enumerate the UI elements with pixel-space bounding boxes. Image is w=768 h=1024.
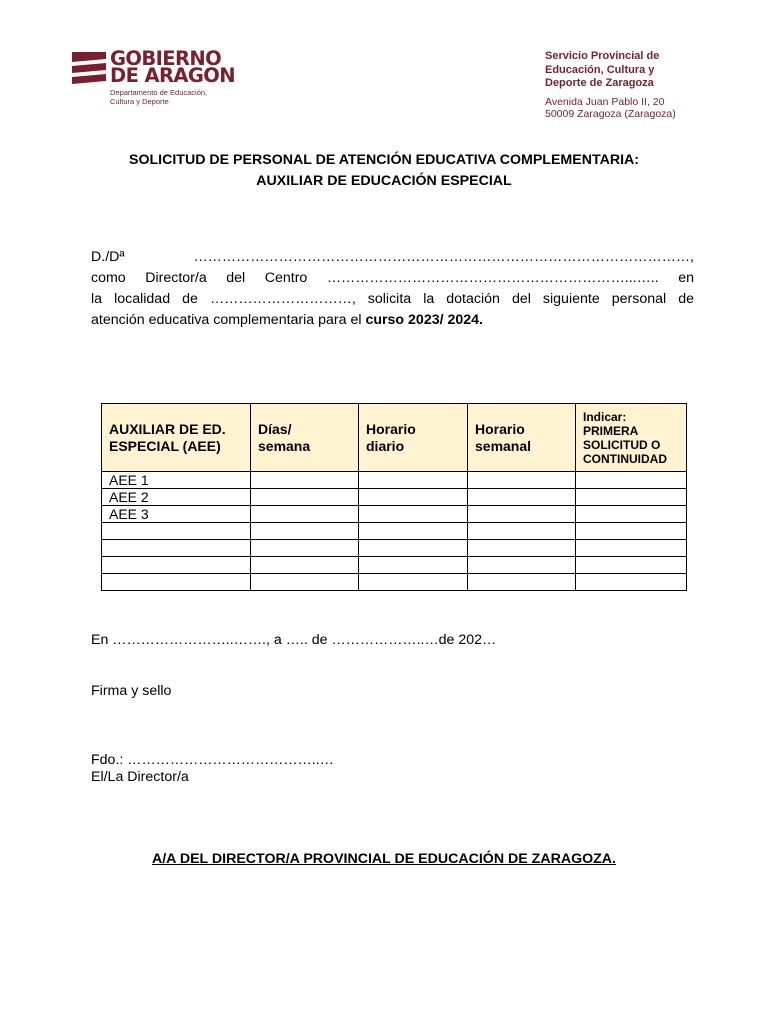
table-cell-input[interactable] bbox=[468, 557, 576, 574]
table-cell-position: AEE 1 bbox=[102, 472, 251, 489]
table-cell-input[interactable] bbox=[359, 506, 468, 523]
word: de bbox=[678, 291, 694, 307]
word: la bbox=[91, 291, 103, 307]
header-text: Horario bbox=[475, 420, 525, 437]
locality-blank: …………………………, bbox=[209, 291, 356, 307]
header-text: ESPECIAL (AEE) bbox=[109, 437, 221, 454]
header-cell-days bbox=[251, 404, 359, 472]
table-cell-input[interactable] bbox=[576, 557, 687, 574]
address-line2: 50009 Zaragoza (Zaragoza) bbox=[545, 107, 676, 120]
course-year: curso 2023/ 2024. bbox=[365, 312, 483, 328]
paragraph-line1 bbox=[91, 247, 694, 268]
table-cell-input[interactable] bbox=[251, 540, 359, 557]
document-title bbox=[0, 150, 768, 192]
table-cell-input[interactable] bbox=[359, 557, 468, 574]
header-text: AUXILIAR DE ED. bbox=[109, 420, 226, 437]
table-cell-input[interactable] bbox=[359, 523, 468, 540]
signed-by-block bbox=[91, 752, 334, 786]
table-cell-input[interactable] bbox=[576, 574, 687, 591]
honorific-label: D./Dª bbox=[91, 249, 125, 265]
table-cell-position: AEE 3 bbox=[102, 506, 251, 523]
table-cell-position bbox=[102, 574, 251, 591]
table-cell-input[interactable] bbox=[576, 489, 687, 506]
word: siguiente bbox=[542, 291, 600, 307]
paragraph-line3 bbox=[91, 289, 694, 310]
word: solicita bbox=[367, 291, 412, 307]
request-paragraph bbox=[91, 247, 694, 331]
service-name-line3: Deporte de Zaragoza bbox=[545, 77, 654, 89]
word: como bbox=[91, 270, 126, 286]
table-cell-input[interactable] bbox=[251, 574, 359, 591]
header-text: Horario bbox=[366, 420, 416, 437]
addressee: A/A DEL DIRECTOR/A PROVINCIAL DE EDUCACIÓN DE ZARAGOZA. bbox=[151, 851, 616, 867]
header-cell-weekly-hours bbox=[468, 404, 576, 472]
logo-sub-line2: Cultura y Deporte bbox=[110, 97, 169, 106]
header-text: SOLICITUD O bbox=[583, 437, 661, 452]
header-text: semanal bbox=[475, 437, 532, 454]
table-cell-input[interactable] bbox=[251, 557, 359, 574]
staff-request-table bbox=[101, 403, 687, 591]
table-cell-input[interactable] bbox=[468, 506, 576, 523]
table-row bbox=[102, 472, 687, 489]
table-cell-input[interactable] bbox=[251, 506, 359, 523]
header-cell-request-type bbox=[576, 404, 687, 472]
header-text: Indicar: bbox=[583, 409, 627, 424]
table-cell-input[interactable] bbox=[251, 523, 359, 540]
name-blank: ……………………………………………………………………………………………, bbox=[193, 249, 694, 265]
table-cell-input[interactable] bbox=[576, 523, 687, 540]
word: localidad bbox=[114, 291, 171, 307]
table-header-row bbox=[102, 404, 687, 472]
header-cell-aee bbox=[102, 404, 251, 472]
logo-sub-line1: Departamento de Educación, bbox=[110, 88, 208, 97]
table-cell-input[interactable] bbox=[359, 489, 468, 506]
logo-line1: GOBIERNO bbox=[110, 47, 222, 70]
table-cell-position bbox=[102, 540, 251, 557]
table-cell-input[interactable] bbox=[359, 574, 468, 591]
word: en bbox=[678, 270, 695, 286]
table-cell-input[interactable] bbox=[359, 472, 468, 489]
table-cell-input[interactable] bbox=[468, 523, 576, 540]
table-cell-input[interactable] bbox=[576, 506, 687, 523]
table-cell-position bbox=[102, 523, 251, 540]
paragraph-line2 bbox=[91, 268, 694, 289]
address-line1: Avenida Juan Pablo II, 20 bbox=[545, 95, 665, 108]
title-line1: SOLICITUD DE PERSONAL DE ATENCIÓN EDUCATIVA COMPLEMENTARIA: bbox=[129, 152, 639, 168]
header-text: diario bbox=[366, 437, 405, 454]
header-cell-daily-hours bbox=[359, 404, 468, 472]
table-body bbox=[102, 472, 687, 591]
table-cell-position bbox=[102, 557, 251, 574]
table-row bbox=[102, 574, 687, 591]
logo-line2: DE ARAGON bbox=[110, 64, 235, 87]
header-text: CONTINUIDAD bbox=[583, 451, 667, 466]
service-name-line1: Servicio Provincial de bbox=[545, 50, 660, 62]
table-cell-input[interactable] bbox=[468, 540, 576, 557]
service-address bbox=[545, 96, 676, 120]
logo-department bbox=[110, 88, 235, 106]
table-cell-input[interactable] bbox=[251, 489, 359, 506]
service-name-line2: Educación, Cultura y bbox=[545, 63, 655, 76]
table-row bbox=[102, 489, 687, 506]
table-cell-input[interactable] bbox=[251, 472, 359, 489]
word: la bbox=[423, 291, 435, 307]
header-text: PRIMERA bbox=[583, 423, 639, 438]
word: del bbox=[511, 291, 531, 307]
table-cell-input[interactable] bbox=[359, 540, 468, 557]
gobierno-aragon-logo bbox=[72, 47, 235, 106]
table-cell-input[interactable] bbox=[468, 574, 576, 591]
word: Centro bbox=[264, 270, 308, 286]
table-row bbox=[102, 523, 687, 540]
title-line2: AUXILIAR DE EDUCACIÓN ESPECIAL bbox=[256, 173, 512, 189]
logo-text bbox=[110, 47, 235, 106]
word: de bbox=[182, 291, 198, 307]
table-cell-input[interactable] bbox=[468, 472, 576, 489]
word: Director/a bbox=[145, 270, 207, 286]
aragon-emblem-icon bbox=[72, 52, 106, 88]
header-text: Días/ bbox=[258, 420, 292, 437]
word: del bbox=[226, 270, 246, 286]
signature-label: Firma y sello bbox=[91, 683, 172, 699]
date-line: En ……………………..……., a ….. de ………………..…de 202… bbox=[91, 632, 497, 648]
signed-by-line: Fdo.: …………………………………..… bbox=[91, 752, 334, 768]
table-cell-position: AEE 2 bbox=[102, 489, 251, 506]
table-row bbox=[102, 506, 687, 523]
signer-role: El/La Director/a bbox=[91, 769, 189, 785]
paragraph-text: atención educativa complementaria para el bbox=[91, 312, 366, 328]
paragraph-line4 bbox=[91, 310, 694, 331]
table-cell-input[interactable] bbox=[468, 489, 576, 506]
table-cell-input[interactable] bbox=[576, 540, 687, 557]
service-address-block bbox=[545, 50, 676, 120]
center-blank: ………………………………………………………...….. bbox=[326, 270, 659, 286]
word: personal bbox=[611, 291, 667, 307]
table-cell-input[interactable] bbox=[576, 472, 687, 489]
table-row bbox=[102, 540, 687, 557]
word: dotación bbox=[446, 291, 500, 307]
header-text: semana bbox=[258, 437, 311, 454]
table-row bbox=[102, 557, 687, 574]
